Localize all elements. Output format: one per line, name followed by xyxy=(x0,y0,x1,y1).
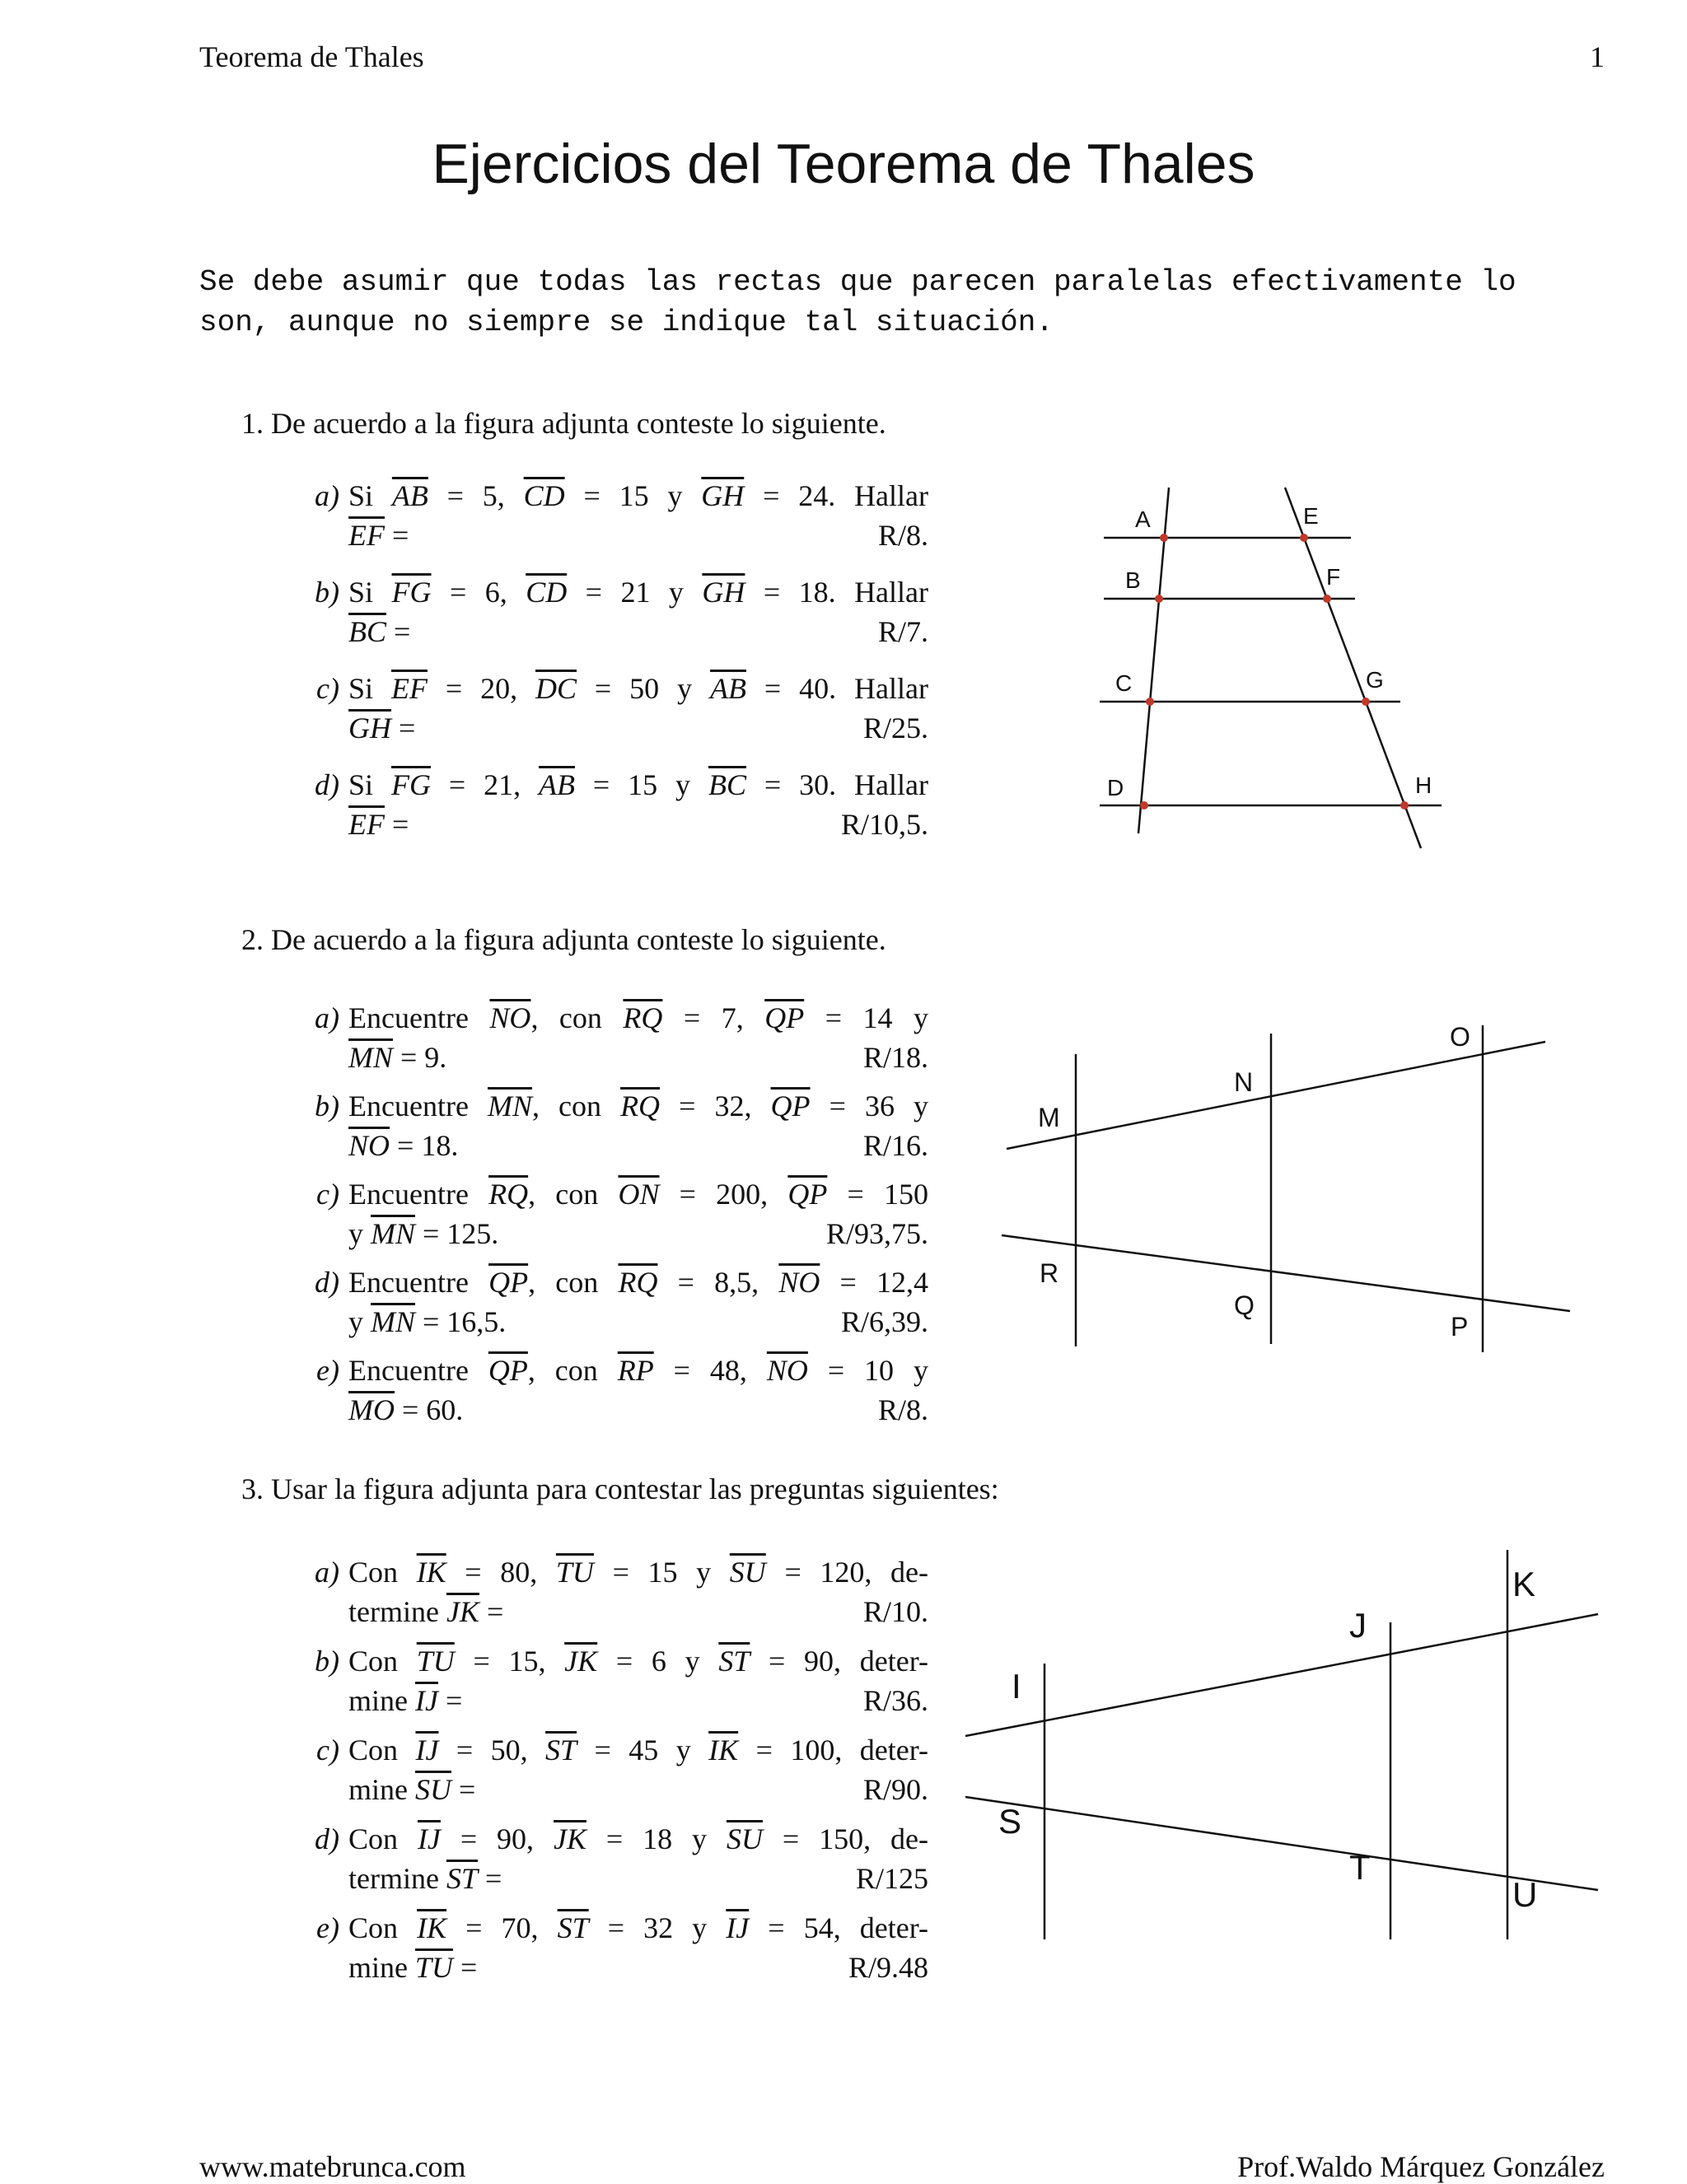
item-second-line xyxy=(348,805,928,844)
transversal-line xyxy=(1002,1235,1570,1311)
item-unknown: $\overline{GH}$ = xyxy=(348,712,416,744)
item-question: Con $\overline{IK} = 70$, $\overline{ST} = 32$ y $\overline{IJ} = 54$, deter- xyxy=(348,1911,928,1944)
item-question: Con $\overline{TU} = 15$, $\overline{JK} = 6$ y $\overline{ST} = 90$, deter- xyxy=(348,1645,928,1678)
item-label: e) xyxy=(316,1354,339,1387)
item-second-line xyxy=(348,1948,928,1987)
item-second-line xyxy=(348,612,928,651)
item-unknown: termine $\overline{ST}$ = xyxy=(348,1862,502,1895)
label-p: P xyxy=(1451,1312,1469,1342)
item-unknown: y $\overline{MN} = 125$. xyxy=(348,1217,499,1250)
item-second-line xyxy=(348,1592,928,1631)
exercise-number: 3. xyxy=(241,1472,264,1505)
item-unknown: $\overline{NO} = 18$. xyxy=(348,1129,459,1162)
exercise-item xyxy=(299,998,928,1077)
label-f: F xyxy=(1326,564,1341,590)
item-unknown: $\overline{EF}$ = xyxy=(348,519,409,552)
item-body xyxy=(348,998,928,1077)
item-unknown: $\overline{BC}$ = xyxy=(348,615,411,648)
page-title: Ejercicios del Teorema de Thales xyxy=(432,133,1255,195)
point-h xyxy=(1400,801,1409,810)
item-label: c) xyxy=(316,1178,339,1211)
figure-2-parallel-verticals xyxy=(988,1013,1582,1367)
item-second-line xyxy=(348,1126,928,1165)
item-body xyxy=(348,1552,928,1631)
point-b xyxy=(1155,595,1163,603)
item-body xyxy=(348,1262,928,1342)
footer-author: Prof.Waldo Márquez González xyxy=(1237,2150,1605,2183)
exercise-item xyxy=(299,765,928,844)
label-b: B xyxy=(1125,567,1141,593)
item-answer: R/10. xyxy=(862,1595,928,1628)
exercise-item xyxy=(299,476,928,555)
item-label: a) xyxy=(315,1001,339,1034)
point-f xyxy=(1323,595,1331,603)
item-body xyxy=(348,1819,928,1898)
label-q: Q xyxy=(1234,1290,1255,1320)
exercise-prompt: Usar la figura adjunta para contestar las preguntas siguientes: xyxy=(271,1472,999,1505)
label-d: D xyxy=(1107,775,1124,800)
figure-3-parallel-verticals xyxy=(956,1540,1606,1944)
item-unknown: mine $\overline{IJ}$ = xyxy=(348,1684,463,1717)
exercise-2-prompt xyxy=(216,922,886,957)
item-second-line xyxy=(348,1302,928,1342)
item-question: Con $\overline{IK} = 80$, $\overline{TU} = 15$ y $\overline{SU} = 120$, de- xyxy=(348,1556,928,1589)
item-question: Encuentre $\overline{QP}$, con $\overline{RQ} = 8,5$, $\overline{NO} = 12,4$ xyxy=(348,1266,928,1299)
footer-website: www.matebrunca.com xyxy=(199,2150,466,2183)
item-question: Con $\overline{IJ} = 90$, $\overline{JK} = 18$ y $\overline{SU} = 150$, de- xyxy=(348,1822,928,1855)
exercise-number: 1. xyxy=(241,407,264,440)
transversal-line xyxy=(1007,1042,1545,1149)
intro-paragraph xyxy=(199,262,1516,343)
item-unknown: $\overline{MN} = 9$. xyxy=(348,1041,447,1074)
exercise-item xyxy=(299,572,928,651)
item-question: Si $\overline{AB} = 5$, $\overline{CD} = 15$ y $\overline{GH} = 24$. Hallar xyxy=(348,479,929,512)
item-label: c) xyxy=(316,672,339,705)
exercise-item xyxy=(299,1819,928,1898)
item-answer: R/9.48 xyxy=(848,1951,928,1984)
running-header: Teorema de Thales xyxy=(199,40,424,73)
item-unknown: $\overline{MO} = 60$. xyxy=(348,1393,464,1426)
label-n: N xyxy=(1234,1067,1254,1097)
item-answer: R/16. xyxy=(862,1129,928,1162)
intro-line: son, aunque no siempre se indique tal situación. xyxy=(199,306,1054,339)
item-unknown: mine $\overline{TU}$ = xyxy=(348,1951,478,1984)
item-body xyxy=(348,1086,928,1165)
item-label: a) xyxy=(315,479,339,512)
exercise-3-prompt xyxy=(216,1472,999,1506)
point-c xyxy=(1146,698,1154,706)
item-second-line xyxy=(348,1681,928,1720)
point-g xyxy=(1362,698,1370,706)
figure-1-trapezoid-transversals xyxy=(1079,478,1458,856)
label-a: A xyxy=(1135,506,1151,532)
label-o: O xyxy=(1450,1022,1470,1052)
item-question: Si $\overline{EF} = 20$, $\overline{DC} = 50$ y $\overline{AB} = 40$. Hallar xyxy=(348,672,928,705)
label-k: K xyxy=(1512,1565,1536,1603)
item-unknown: $\overline{EF}$ = xyxy=(348,808,409,841)
exercise-item xyxy=(299,1174,928,1253)
label-u: U xyxy=(1512,1875,1538,1914)
exercise-item xyxy=(299,669,928,748)
item-body xyxy=(348,476,928,555)
item-answer: R/18. xyxy=(862,1041,928,1074)
item-label: d) xyxy=(315,1266,339,1299)
item-body xyxy=(348,669,928,748)
exercise-prompt: De acuerdo a la figura adjunta conteste lo siguiente. xyxy=(271,923,886,956)
item-answer: R/125 xyxy=(855,1862,928,1895)
item-second-line xyxy=(348,1038,928,1077)
point-e xyxy=(1300,534,1308,542)
exercise-item xyxy=(299,1908,928,1987)
item-answer: R/93,75. xyxy=(825,1217,928,1250)
item-question: Con $\overline{IJ} = 50$, $\overline{ST} = 45$ y $\overline{IK} = 100$, deter- xyxy=(348,1734,928,1766)
item-answer: R/8. xyxy=(877,1393,928,1426)
item-second-line xyxy=(348,1770,928,1809)
item-unknown: mine $\overline{SU}$ = xyxy=(348,1773,476,1806)
item-question: Encuentre $\overline{QP}$, con $\overline{RP} = 48$, $\overline{NO} = 10$ y xyxy=(348,1354,929,1387)
item-body xyxy=(348,1351,928,1430)
item-answer: R/8. xyxy=(877,519,928,552)
item-answer: R/10,5. xyxy=(840,808,928,841)
item-answer: R/6,39. xyxy=(840,1305,928,1338)
item-label: c) xyxy=(316,1734,339,1766)
item-question: Si $\overline{FG} = 6$, $\overline{CD} = 21$ y $\overline{GH} = 18$. Hallar xyxy=(348,576,929,609)
exercise-item xyxy=(299,1552,928,1631)
exercise-item xyxy=(299,1351,928,1430)
item-answer: R/25. xyxy=(862,712,928,744)
item-answer: R/90. xyxy=(862,1773,928,1806)
exercise-number: 2. xyxy=(241,923,264,956)
label-m: M xyxy=(1038,1103,1060,1132)
item-second-line xyxy=(348,1390,928,1430)
item-second-line xyxy=(348,1214,928,1253)
point-d xyxy=(1140,801,1148,810)
item-body xyxy=(348,1730,928,1809)
intro-line: Se debe asumir que todas las rectas que parecen paralelas efectivamente lo xyxy=(199,265,1516,299)
item-question: Encuentre $\overline{MN}$, con $\overline{RQ} = 32$, $\overline{QP} = 36$ y xyxy=(348,1090,928,1122)
item-second-line xyxy=(348,1859,928,1898)
exercise-item xyxy=(299,1641,928,1720)
label-s: S xyxy=(998,1802,1022,1841)
transversal-line xyxy=(965,1797,1598,1890)
exercise-1-prompt xyxy=(216,406,886,441)
transversal-line xyxy=(1285,488,1421,848)
item-label: d) xyxy=(315,1822,339,1855)
item-label: d) xyxy=(315,768,339,801)
item-body xyxy=(348,572,928,651)
label-g: G xyxy=(1366,667,1384,693)
item-label: b) xyxy=(315,1645,339,1678)
item-answer: R/36. xyxy=(862,1684,928,1717)
item-body xyxy=(348,1174,928,1253)
item-body xyxy=(348,765,928,844)
item-question: Encuentre $\overline{RQ}$, con $\overline{ON} = 200$, $\overline{QP} = 150$ xyxy=(348,1178,928,1211)
item-unknown: y $\overline{MN} = 16,5$. xyxy=(348,1305,507,1338)
item-answer: R/7. xyxy=(877,615,928,648)
exercise-item xyxy=(299,1730,928,1809)
page-number: 1 xyxy=(1590,40,1605,73)
exercise-item xyxy=(299,1262,928,1342)
label-e: E xyxy=(1303,503,1319,529)
item-question: Si $\overline{FG} = 21$, $\overline{AB} = 15$ y $\overline{BC} = 30$. Hallar xyxy=(348,768,929,801)
item-label: a) xyxy=(315,1556,339,1589)
label-h: H xyxy=(1415,772,1432,798)
item-question: Encuentre $\overline{NO}$, con $\overline{RQ} = 7$, $\overline{QP} = 14$ y xyxy=(348,1001,928,1034)
item-body xyxy=(348,1641,928,1720)
label-t: T xyxy=(1349,1848,1371,1887)
item-unknown: termine $\overline{JK}$ = xyxy=(348,1595,504,1628)
label-c: C xyxy=(1115,670,1133,696)
item-body xyxy=(348,1908,928,1987)
label-r: R xyxy=(1040,1258,1059,1288)
exercise-item xyxy=(299,1086,928,1165)
item-label: b) xyxy=(315,1090,339,1122)
transversal-line xyxy=(965,1614,1598,1736)
label-j: J xyxy=(1349,1606,1367,1645)
item-label: b) xyxy=(315,576,339,609)
exercise-prompt: De acuerdo a la figura adjunta conteste lo siguiente. xyxy=(271,407,886,440)
item-second-line xyxy=(348,516,928,555)
item-label: e) xyxy=(316,1911,339,1944)
item-second-line xyxy=(348,708,928,748)
point-a xyxy=(1160,534,1168,542)
label-i: I xyxy=(1012,1667,1021,1706)
